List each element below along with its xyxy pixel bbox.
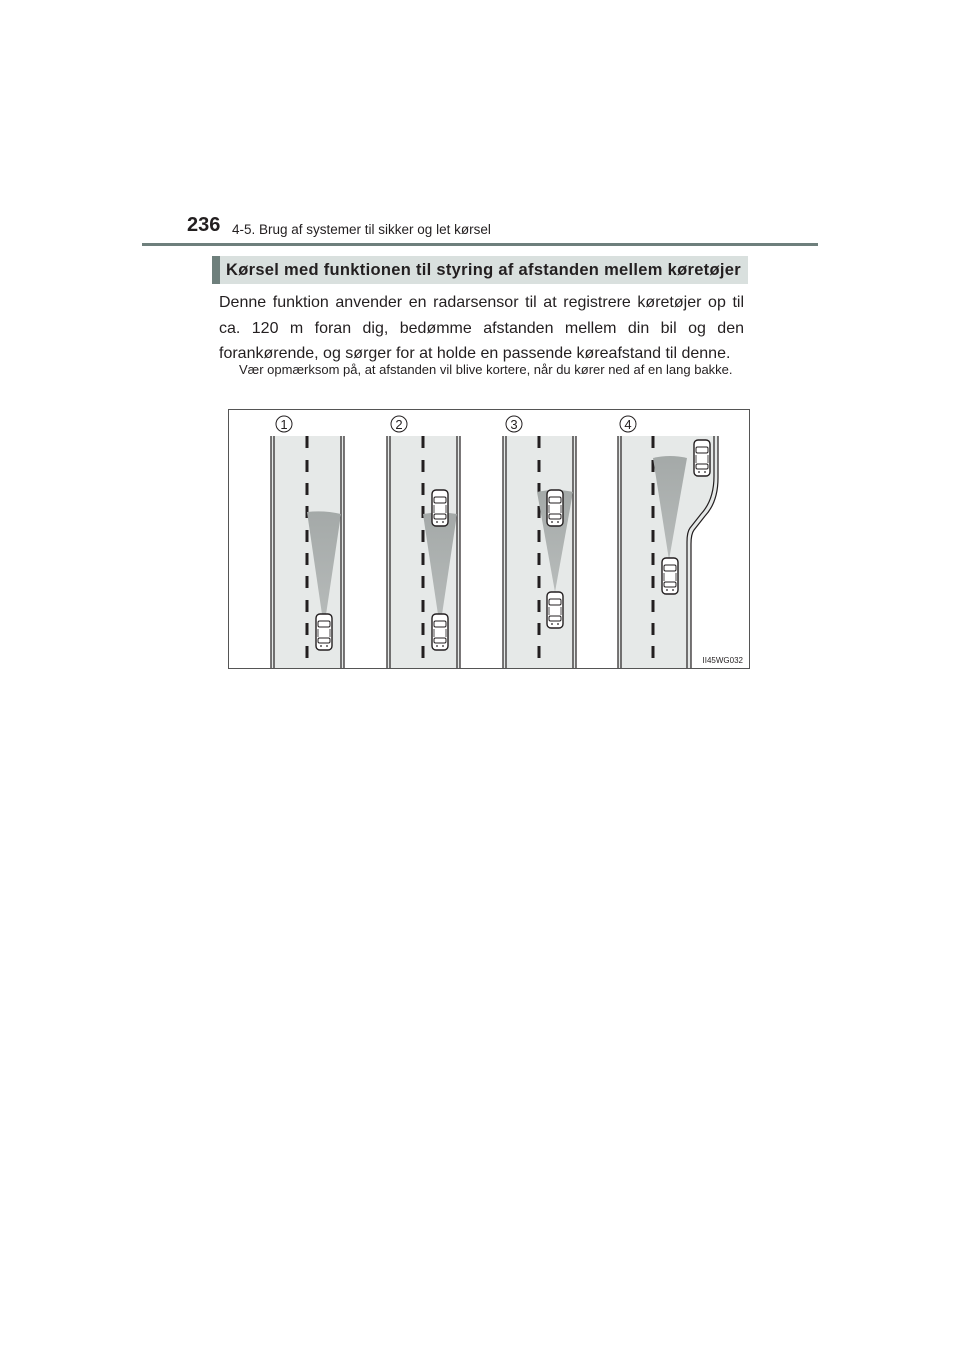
- scenario-3-road: [503, 416, 576, 668]
- section-heading-text: Kørsel med funktionen til styring af afstanden mellem køretøjer: [226, 261, 741, 279]
- heading-accent-bar: [212, 256, 220, 284]
- scenario-4-label: 4: [624, 417, 632, 432]
- scenario-1-label: 1: [280, 417, 288, 432]
- figure-code: II45WG032: [702, 656, 743, 665]
- running-title: 4-5. Brug af systemer til sikker og let kørsel: [232, 222, 491, 237]
- body-paragraph: Denne funktion anvender en radarsensor til at registrere køretøjer op til ca. 120 m foran dig, bedømme afstanden mellem din bil og den forankørende, og sørger for at holde en passende køreafstand til denne.: [219, 294, 744, 362]
- radar-illustration-drawing: [229, 410, 749, 668]
- scenario-2-label: 2: [395, 417, 403, 432]
- scenario-3-label: 3: [510, 417, 518, 432]
- scenario-2-road: [387, 416, 460, 668]
- note-paragraph: Vær opmærksom på, at afstanden vil blive kortere, når du kører ned af en lang bakke.: [239, 362, 733, 377]
- radar-illustration: [228, 409, 750, 669]
- scenario-4-road: [618, 416, 718, 668]
- section-heading: [212, 256, 748, 284]
- header-rule: [142, 243, 818, 246]
- scenario-1-road: [271, 416, 344, 668]
- page-number: 236: [187, 214, 221, 236]
